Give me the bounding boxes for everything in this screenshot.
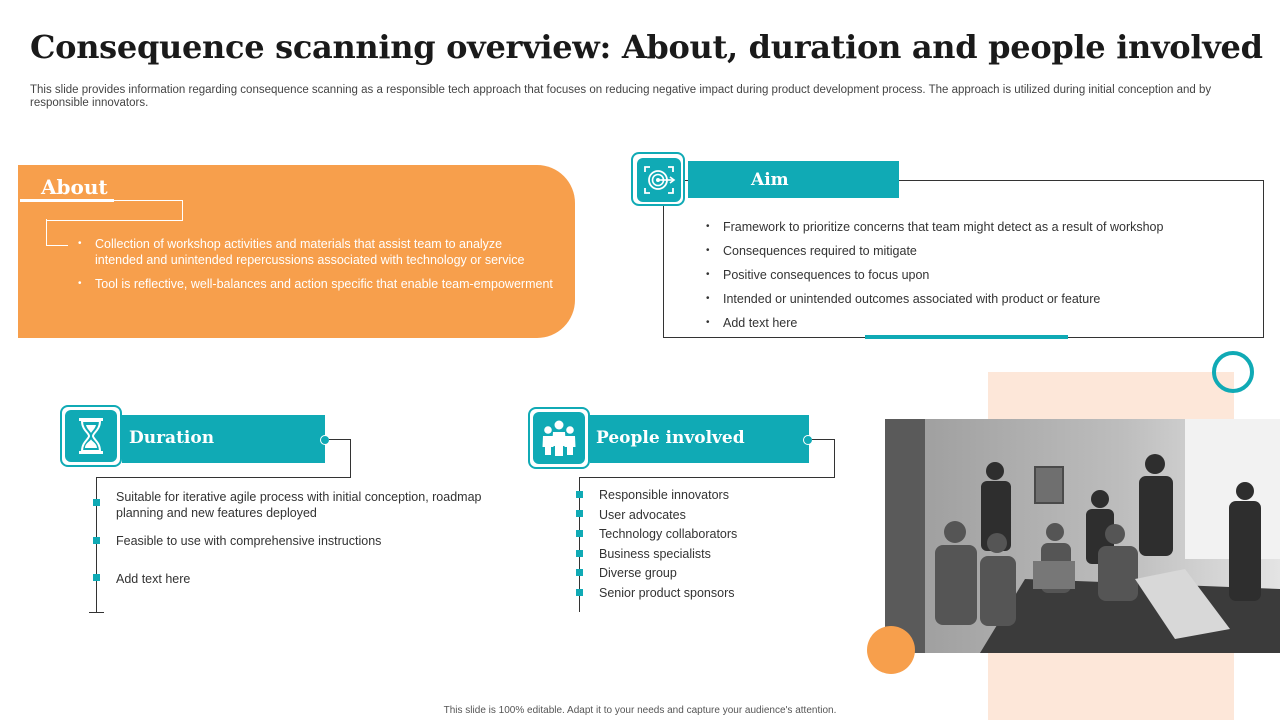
people-connector-dot [803, 435, 813, 445]
people-marker [576, 569, 583, 576]
people-item: User advocates [599, 507, 686, 522]
about-connector-vertical [46, 219, 47, 245]
people-item: Business specialists [599, 546, 711, 561]
people-marker [576, 530, 583, 537]
about-connector [46, 200, 183, 221]
people-title: People involved [596, 428, 745, 448]
duration-connector-line [329, 439, 351, 440]
aim-title: Aim [751, 170, 789, 190]
decorative-ring [1212, 351, 1254, 393]
duration-marker [93, 537, 100, 544]
duration-list [116, 489, 516, 587]
people-item: Senior product sponsors [599, 585, 735, 600]
about-item: • Tool is reflective, well-balances and action specific that enable team-empowerment [78, 276, 553, 292]
duration-timeline [96, 477, 97, 613]
aim-item: • Consequences required to mitigate [706, 243, 1246, 259]
group-icon [533, 412, 585, 464]
about-list [78, 236, 553, 300]
about-title: About [41, 175, 108, 199]
aim-header-tab [688, 161, 899, 198]
aim-item: • Positive consequences to focus upon [706, 267, 1246, 283]
duration-connector-dot [320, 435, 330, 445]
people-item: Diverse group [599, 566, 677, 581]
duration-connector-line [96, 477, 351, 478]
duration-item: Suitable for iterative agile process with initial conception, roadmap planning and new features deployed [116, 490, 482, 520]
decorative-dot [867, 626, 915, 674]
people-item: Responsible innovators [599, 488, 729, 502]
people-marker [576, 550, 583, 557]
people-connector-line [579, 477, 835, 478]
duration-item: Add text here [116, 572, 191, 586]
footer-note: This slide is 100% editable. Adapt it to your needs and capture your audience's attention. [443, 705, 837, 716]
duration-item: Feasible to use with comprehensive instructions [116, 534, 382, 548]
aim-list [706, 219, 1246, 339]
duration-connector-line [350, 439, 351, 477]
page-title: Consequence scanning overview: About, duration and people involved [30, 28, 1263, 66]
people-marker [576, 510, 583, 517]
aim-item: • Intended or unintended outcomes associated with product or feature [706, 291, 1246, 307]
aim-item: • Framework to prioritize concerns that team might detect as a result of workshop [706, 219, 1246, 235]
aim-item: • Add text here [706, 315, 1246, 331]
people-list [599, 487, 849, 605]
target-icon [637, 158, 681, 202]
duration-marker [93, 499, 100, 506]
people-item: Technology collaborators [599, 527, 738, 542]
people-connector-line [812, 439, 835, 440]
people-marker [576, 491, 583, 498]
team-photo [885, 419, 1280, 653]
duration-timeline-end [89, 612, 104, 613]
people-connector-line [834, 439, 835, 477]
about-item: • Collection of workshop activities and materials that assist team to analyze intended and unintended repercussions associated with technology or service [78, 236, 553, 268]
about-connector-horizontal [46, 245, 68, 246]
hourglass-icon [65, 410, 117, 462]
people-marker [576, 589, 583, 596]
duration-title: Duration [129, 428, 215, 448]
aim-accent-bar [865, 335, 1068, 339]
duration-marker [93, 574, 100, 581]
page-subtitle: This slide provides information regarding consequence scanning as a responsible tech approach that focuses on reducing negative impact during product development process. The approach is utilized during initial conception and by responsible innovators. [30, 84, 1212, 109]
